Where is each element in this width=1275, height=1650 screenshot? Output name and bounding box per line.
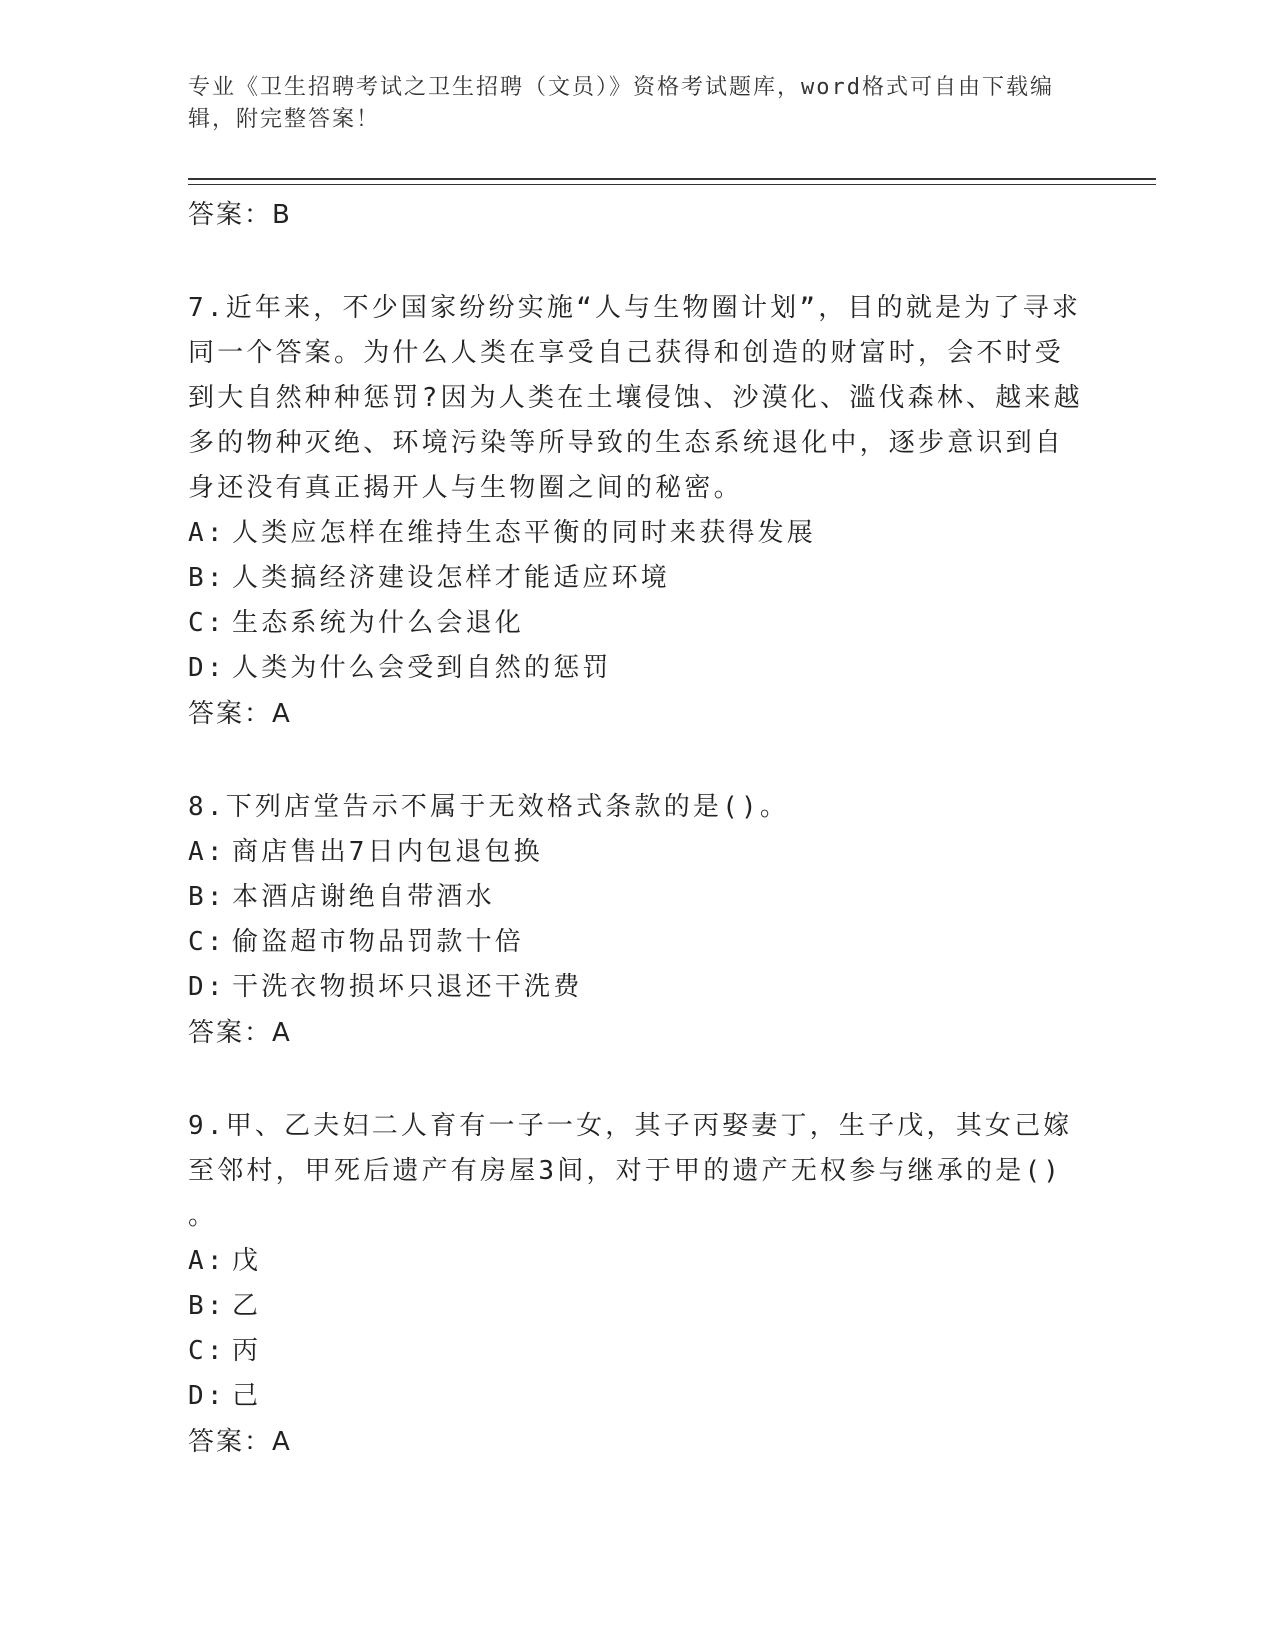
question-list <box>188 188 1088 1465</box>
option-b <box>188 1284 1088 1329</box>
question-stem: 7.近年来，不少国家纷纷实施“人与生物圈计划”，目的就是为了寻求同一个答案。为什么人类在享受自己获得和创造的财富时，会不时受到大自然种种惩罚?因为人类在土壤侵蚀、沙漠化、滥伐森林、越来越多的物种灭绝、环境污染等所导致的生态系统退化中，逐步意识到自身还没有真正揭开人与生物圈之间的秘密。 <box>188 293 1083 503</box>
option-label: A: <box>188 518 226 548</box>
option-a <box>188 1239 1088 1284</box>
option-label: A: <box>188 1246 226 1276</box>
header-divider-thin <box>188 184 1156 185</box>
option-c <box>188 1329 1088 1374</box>
option-label: B: <box>188 563 226 593</box>
option-c <box>188 601 1088 646</box>
option-d <box>188 965 1088 1010</box>
option-label: D: <box>188 1381 226 1411</box>
option-a <box>188 511 1088 556</box>
question-answer: 答案：A <box>188 1427 292 1457</box>
question-stem: 8.下列店堂告示不属于无效格式条款的是()。 <box>188 792 790 822</box>
option-text: 人类为什么会受到自然的惩罚 <box>232 653 612 683</box>
option-label: D: <box>188 653 226 683</box>
question-9 <box>188 1104 1088 1465</box>
previous-answer: 答案：B <box>188 200 292 230</box>
question-stem-tail: 。 <box>188 1201 215 1231</box>
option-text: 乙 <box>232 1291 262 1321</box>
option-text: 本酒店谢绝自带酒水 <box>232 882 495 912</box>
option-b <box>188 875 1088 920</box>
option-a <box>188 830 1088 875</box>
option-c <box>188 920 1088 965</box>
question-answer: 答案：A <box>188 699 292 729</box>
option-text: 商店售出7日内包退包换 <box>232 837 543 867</box>
question-answer: 答案：A <box>188 1018 292 1048</box>
option-label: C: <box>188 927 226 957</box>
question-8 <box>188 785 1088 1056</box>
option-text: 人类搞经济建设怎样才能适应环境 <box>232 563 671 593</box>
option-d <box>188 1374 1088 1419</box>
option-text: 人类应怎样在维持生态平衡的同时来获得发展 <box>232 518 817 548</box>
option-text: 生态系统为什么会退化 <box>232 608 525 638</box>
option-label: A: <box>188 837 226 867</box>
option-label: B: <box>188 1291 226 1321</box>
option-label: C: <box>188 608 226 638</box>
option-label: D: <box>188 972 226 1002</box>
option-label: C: <box>188 1336 226 1366</box>
option-d <box>188 646 1088 691</box>
option-text: 偷盗超市物品罚款十倍 <box>232 927 525 957</box>
question-7 <box>188 286 1088 737</box>
question-stem: 9.甲、乙夫妇二人育有一子一女，其子丙娶妻丁，生子戊，其女己嫁至邻村，甲死后遗产有房屋3间，对于甲的遗产无权参与继承的是() <box>188 1111 1073 1186</box>
option-label: B: <box>188 882 226 912</box>
option-text: 干洗衣物损坏只退还干洗费 <box>232 972 583 1002</box>
option-b <box>188 556 1088 601</box>
option-text: 己 <box>232 1381 262 1411</box>
document-header: 专业《卫生招聘考试之卫生招聘（文员）》资格考试题库，word格式可自由下载编辑，附完整答案！ <box>188 75 1054 132</box>
option-text: 丙 <box>232 1336 262 1366</box>
header-divider-thick <box>188 178 1156 180</box>
option-text: 戊 <box>232 1246 262 1276</box>
